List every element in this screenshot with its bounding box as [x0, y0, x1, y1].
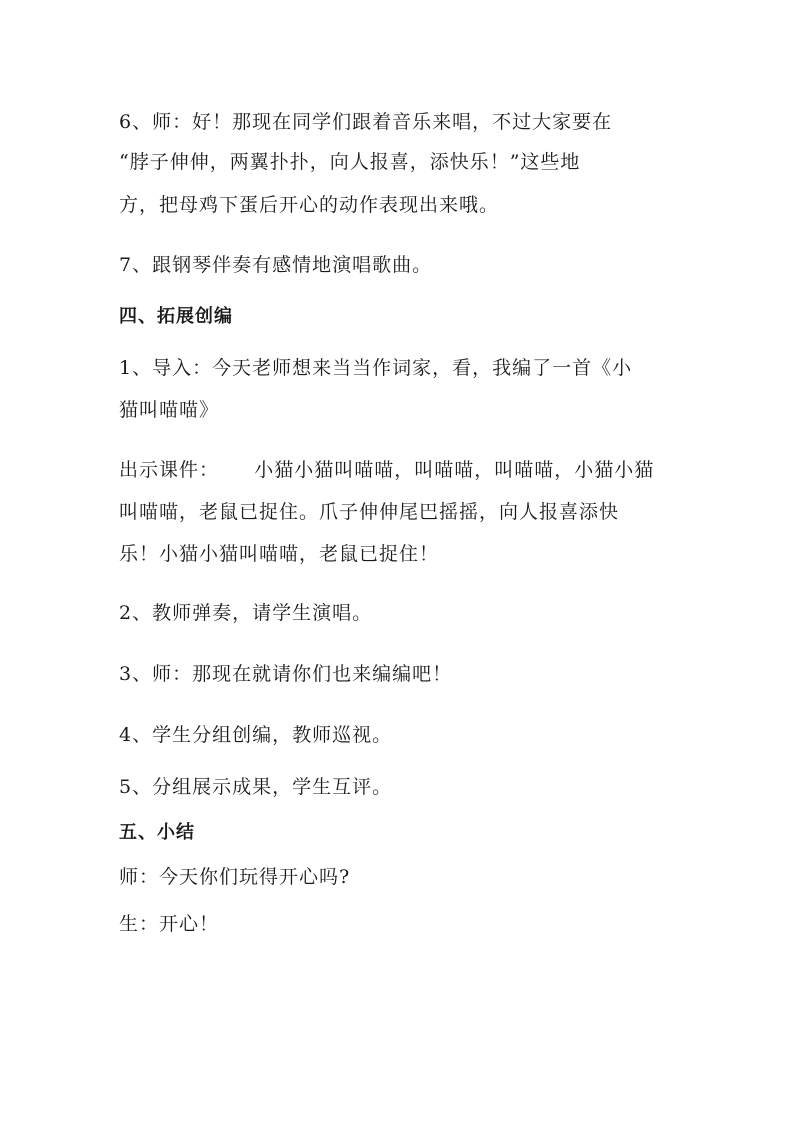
summary-student-line: 生：开心！	[119, 913, 220, 935]
section4-item1-line1: 1、导入：今天老师想来当当作词家，看，我编了一首《小	[119, 357, 633, 379]
courseware-line1: 出示课件： 小猫小猫叫喵喵，叫喵喵，叫喵喵，小猫小猫	[119, 459, 655, 481]
item6-line3: 方，把母鸡下蛋后开心的动作表现出来哦。	[119, 194, 500, 216]
item6-line1: 6、师：好！那现在同学们跟着音乐来唱，不过大家要在	[119, 111, 613, 133]
summary-teacher-line: 师：今天你们玩得开心吗?	[119, 866, 351, 888]
section4-item3: 3、师：那现在就请你们也来编编吧！	[119, 663, 453, 685]
courseware-line3: 乐！小猫小猫叫喵喵，老鼠已捉住！	[119, 543, 440, 565]
item6-line2: “脖子伸伸，两翼扑扑，向人报喜，添快乐！”这些地	[119, 151, 581, 173]
courseware-line2: 叫喵喵，老鼠已捉住。爪子伸伸尾巴摇摇，向人报喜添快	[119, 501, 620, 523]
section4-item4: 4、学生分组创编，教师巡视。	[119, 724, 393, 746]
item7-text: 7、跟钢琴伴奏有感情地演唱歌曲。	[119, 254, 433, 276]
section4-heading: 四、拓展创编	[119, 306, 233, 327]
section4-item2: 2、教师弹奏，请学生演唱。	[119, 602, 373, 624]
section5-heading: 五、小结	[119, 822, 195, 843]
section4-item5: 5、分组展示成果，学生互评。	[119, 776, 393, 798]
section4-item1-line2: 猫叫喵喵》	[119, 399, 220, 421]
